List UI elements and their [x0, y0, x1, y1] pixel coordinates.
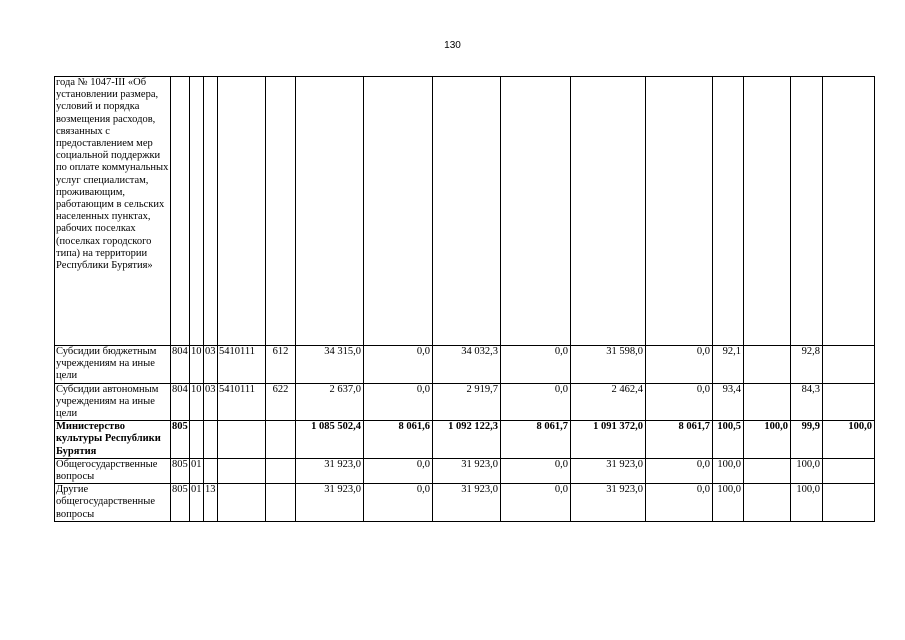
value-cell: 31 923,0 [296, 484, 364, 522]
ministry-code-cell: 805 [171, 458, 190, 483]
value-cell: 8 061,7 [501, 421, 571, 459]
percent-cell: 93,4 [713, 383, 744, 421]
percent-cell [791, 77, 823, 346]
table-row [55, 484, 875, 522]
value-cell: 0,0 [501, 484, 571, 522]
target-code-cell [218, 77, 266, 346]
target-code-cell: 5410111 [218, 346, 266, 384]
percent-cell [744, 383, 791, 421]
row-name-cell: года № 1047-III «Об установлении размера, условий и порядка возмещения расходов, связанных с предоставлением мер социальной поддержки по оплате коммунальных услуг специалистам, проживающим, работающим в сельских населенных пунктах, рабочих поселках (поселках городского типа) на территории Республики Бурятия» [55, 77, 171, 346]
value-cell: 31 923,0 [433, 458, 501, 483]
value-cell: 1 085 502,4 [296, 421, 364, 459]
value-cell: 2 462,4 [571, 383, 646, 421]
value-cell: 31 923,0 [571, 484, 646, 522]
row-name-cell: Субсидии автономным учреждениям на иные цели [55, 383, 171, 421]
table-row [55, 383, 875, 421]
row-name-cell: Другие общегосударственные вопросы [55, 484, 171, 522]
section-code-cell [190, 421, 204, 459]
value-cell: 34 315,0 [296, 346, 364, 384]
value-cell [501, 77, 571, 346]
value-cell [571, 77, 646, 346]
value-cell [646, 77, 713, 346]
percent-cell: 100,0 [791, 458, 823, 483]
percent-cell: 100,0 [744, 421, 791, 459]
subsection-code-cell [204, 421, 218, 459]
value-cell: 0,0 [646, 484, 713, 522]
value-cell: 0,0 [364, 484, 433, 522]
subsection-code-cell [204, 77, 218, 346]
percent-cell: 100,0 [823, 421, 875, 459]
value-cell: 0,0 [501, 346, 571, 384]
expense-type-cell [266, 421, 296, 459]
percent-cell [823, 458, 875, 483]
percent-cell: 99,9 [791, 421, 823, 459]
percent-cell: 100,0 [713, 458, 744, 483]
expense-type-cell: 622 [266, 383, 296, 421]
percent-cell [744, 458, 791, 483]
percent-cell: 100,0 [713, 484, 744, 522]
expense-type-cell [266, 484, 296, 522]
subsection-code-cell: 03 [204, 346, 218, 384]
value-cell: 31 598,0 [571, 346, 646, 384]
section-code-cell: 01 [190, 458, 204, 483]
ministry-code-cell: 804 [171, 346, 190, 384]
table-row [55, 77, 875, 346]
table-row [55, 421, 875, 459]
percent-cell [713, 77, 744, 346]
subsection-code-cell [204, 458, 218, 483]
percent-cell [744, 484, 791, 522]
section-code-cell: 10 [190, 383, 204, 421]
expense-type-cell: 612 [266, 346, 296, 384]
value-cell: 1 091 372,0 [571, 421, 646, 459]
percent-cell [823, 383, 875, 421]
value-cell: 31 923,0 [296, 458, 364, 483]
target-code-cell [218, 421, 266, 459]
section-code-cell: 01 [190, 484, 204, 522]
value-cell: 8 061,6 [364, 421, 433, 459]
percent-cell: 84,3 [791, 383, 823, 421]
value-cell: 2 919,7 [433, 383, 501, 421]
value-cell: 34 032,3 [433, 346, 501, 384]
value-cell: 0,0 [501, 383, 571, 421]
subsection-code-cell: 13 [204, 484, 218, 522]
expense-type-cell [266, 77, 296, 346]
row-name-cell: Общегосударственные вопросы [55, 458, 171, 483]
value-cell: 0,0 [364, 383, 433, 421]
percent-cell: 100,5 [713, 421, 744, 459]
target-code-cell: 5410111 [218, 383, 266, 421]
section-code-cell [190, 77, 204, 346]
table-row [55, 458, 875, 483]
value-cell: 2 637,0 [296, 383, 364, 421]
percent-cell [823, 484, 875, 522]
percent-cell: 100,0 [791, 484, 823, 522]
percent-cell [744, 77, 791, 346]
value-cell: 0,0 [501, 458, 571, 483]
value-cell: 0,0 [364, 458, 433, 483]
table-row [55, 346, 875, 384]
value-cell [433, 77, 501, 346]
ministry-code-cell: 805 [171, 421, 190, 459]
section-code-cell: 10 [190, 346, 204, 384]
subsection-code-cell: 03 [204, 383, 218, 421]
value-cell: 0,0 [646, 458, 713, 483]
percent-cell: 92,1 [713, 346, 744, 384]
value-cell: 31 923,0 [571, 458, 646, 483]
percent-cell [823, 346, 875, 384]
ministry-code-cell: 804 [171, 383, 190, 421]
ministry-code-cell: 805 [171, 484, 190, 522]
value-cell: 0,0 [646, 346, 713, 384]
target-code-cell [218, 484, 266, 522]
percent-cell [744, 346, 791, 384]
page-number: 130 [444, 40, 461, 51]
ministry-code-cell [171, 77, 190, 346]
row-name-cell: Министерство культуры Республики Бурятия [55, 421, 171, 459]
value-cell: 0,0 [646, 383, 713, 421]
value-cell: 31 923,0 [433, 484, 501, 522]
value-cell: 8 061,7 [646, 421, 713, 459]
value-cell [296, 77, 364, 346]
expense-type-cell [266, 458, 296, 483]
value-cell: 1 092 122,3 [433, 421, 501, 459]
value-cell: 0,0 [364, 346, 433, 384]
value-cell [364, 77, 433, 346]
target-code-cell [218, 458, 266, 483]
percent-cell [823, 77, 875, 346]
budget-table [54, 76, 875, 522]
percent-cell: 92,8 [791, 346, 823, 384]
row-name-cell: Субсидии бюджетным учреждениям на иные цели [55, 346, 171, 384]
